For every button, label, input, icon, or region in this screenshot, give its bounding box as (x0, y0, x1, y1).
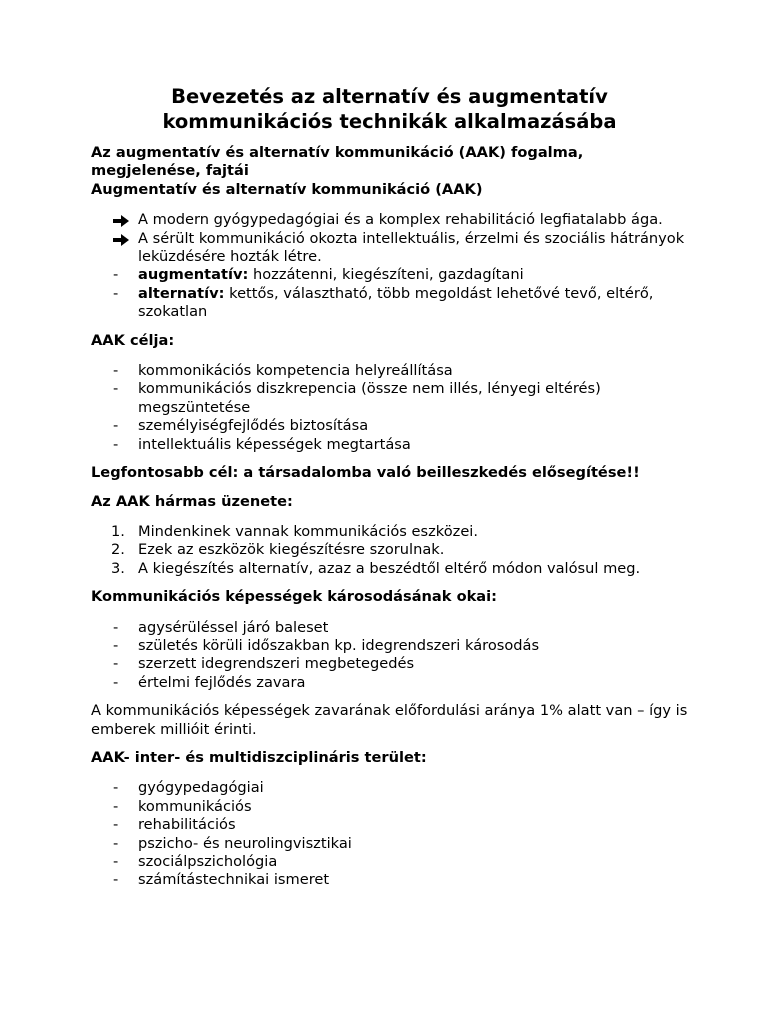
list-item (91, 816, 688, 834)
dash-marker: - (113, 853, 119, 870)
list-item-text: agysérüléssel járó baleset (138, 618, 329, 636)
list-item-text: A modern gyógypedagógiai és a komplex rehabilitáció legfiatalabb ága. (138, 211, 663, 229)
main-goal-statement: Legfontosabb cél: a társadalomba való beilleszkedés elősegítése!! (91, 464, 640, 482)
list-item (91, 266, 688, 284)
dash-marker: - (113, 673, 119, 691)
dash-marker: - (113, 380, 119, 398)
list-item (91, 674, 688, 692)
list-item-text: születés körüli időszakban kp. idegrendszeri károsodás (138, 636, 540, 654)
list-item (91, 285, 688, 322)
list-item (91, 779, 688, 797)
list-item-text: Ezek az eszközök kiegészítésre szorulnak. (138, 541, 445, 559)
section-heading-causes: Kommunikációs képességek károsodásának okai: (91, 588, 497, 606)
message-list (91, 523, 688, 578)
dash-marker: - (113, 636, 119, 654)
arrow-right-icon (113, 215, 129, 227)
list-item (91, 637, 688, 655)
list-item (91, 230, 688, 267)
list-item (91, 436, 688, 454)
list-item (91, 871, 688, 889)
list-item-text: személyiségfejlődés biztosítása (138, 417, 369, 435)
list-item (91, 798, 688, 816)
list-item (91, 211, 688, 229)
list-number: 2. (111, 541, 125, 559)
list-item-text: szociálpszichológia (138, 853, 278, 870)
section-heading-message: Az AAK hármas üzenete: (91, 492, 293, 510)
list-item-text: gyógypedagógiai (138, 779, 264, 797)
dash-marker: - (113, 655, 119, 673)
list-item-text: kommonikációs kompetencia helyreállítása (138, 362, 453, 380)
dash-marker: - (113, 266, 119, 284)
intro-list (91, 211, 688, 321)
dash-marker: - (113, 417, 119, 435)
list-item-text: A kiegészítés alternatív, azaz a beszédtől eltérő módon valósul meg. (138, 559, 641, 577)
list-item (91, 655, 688, 673)
dash-marker: - (113, 871, 119, 889)
dash-marker: - (113, 816, 119, 834)
list-item-text: kommunikációs diszkrepencia (össze nem illés, lényegi eltérés) megszüntetése (138, 380, 601, 416)
section-heading-concept: Az augmentatív és alternatív kommunikáció (AAK) fogalma, megjelenése, fajtái (91, 144, 584, 180)
term-definition: kettős, választható, több megoldást lehetővé tevő, eltérő, szokatlan (138, 284, 654, 321)
list-item-text: intellektuális képességek megtartása (138, 435, 411, 453)
list-item-text: pszicho- és neurolingvisztikai (138, 834, 352, 852)
dash-marker: - (113, 362, 119, 380)
arrow-right-icon (113, 234, 129, 246)
list-item-text: kommunikációs (138, 797, 252, 815)
list-item (91, 853, 688, 871)
list-item-text: számítástechnikai ismeret (138, 871, 330, 889)
title-line-2: kommunikációs technikák alkalmazásába (162, 110, 617, 133)
goal-list (91, 362, 688, 454)
document-title (91, 84, 688, 134)
field-list (91, 779, 688, 889)
list-number: 1. (111, 522, 125, 540)
title-line-1: Bevezetés az alternatív és augmentatív (171, 85, 608, 108)
causes-list (91, 619, 688, 693)
dash-marker: - (113, 618, 119, 636)
list-item (91, 380, 688, 417)
list-item (91, 619, 688, 637)
list-item (91, 835, 688, 853)
list-item-text: értelmi fejlődés zavara (138, 673, 306, 691)
section-subheading-aak: Augmentatív és alternatív kommunikáció (AAK) (91, 180, 483, 198)
list-item-text: szerzett idegrendszeri megbetegedés (138, 655, 415, 673)
dash-marker: - (113, 284, 119, 302)
term-definition: hozzátenni, kiegészíteni, gazdagítani (248, 266, 524, 284)
dash-marker: - (113, 779, 119, 797)
list-number: 3. (111, 559, 125, 577)
list-item (91, 417, 688, 435)
term-alternativ: alternatív: (138, 284, 225, 302)
dash-marker: - (113, 834, 119, 852)
list-item (91, 523, 688, 541)
term-augmentativ: augmentatív: (138, 266, 249, 284)
section-heading-field: AAK- inter- és multidiszciplináris terület: (91, 748, 427, 766)
dash-marker: - (113, 435, 119, 453)
dash-marker: - (113, 797, 119, 815)
list-item (91, 560, 688, 578)
section-heading-goal: AAK célja: (91, 331, 175, 349)
list-item (91, 362, 688, 380)
prevalence-paragraph: A kommunikációs képességek zavarának előfordulási aránya 1% alatt van – így is emberek millióit érinti. (91, 702, 688, 738)
list-item-text: Mindenkinek vannak kommunikációs eszközei. (138, 522, 478, 540)
list-item-text: A sérült kommunikáció okozta intellektuális, érzelmi és szociális hátrányok leküzdésére hozták létre. (138, 229, 685, 266)
list-item-text: rehabilitációs (138, 816, 236, 834)
list-item (91, 541, 688, 559)
